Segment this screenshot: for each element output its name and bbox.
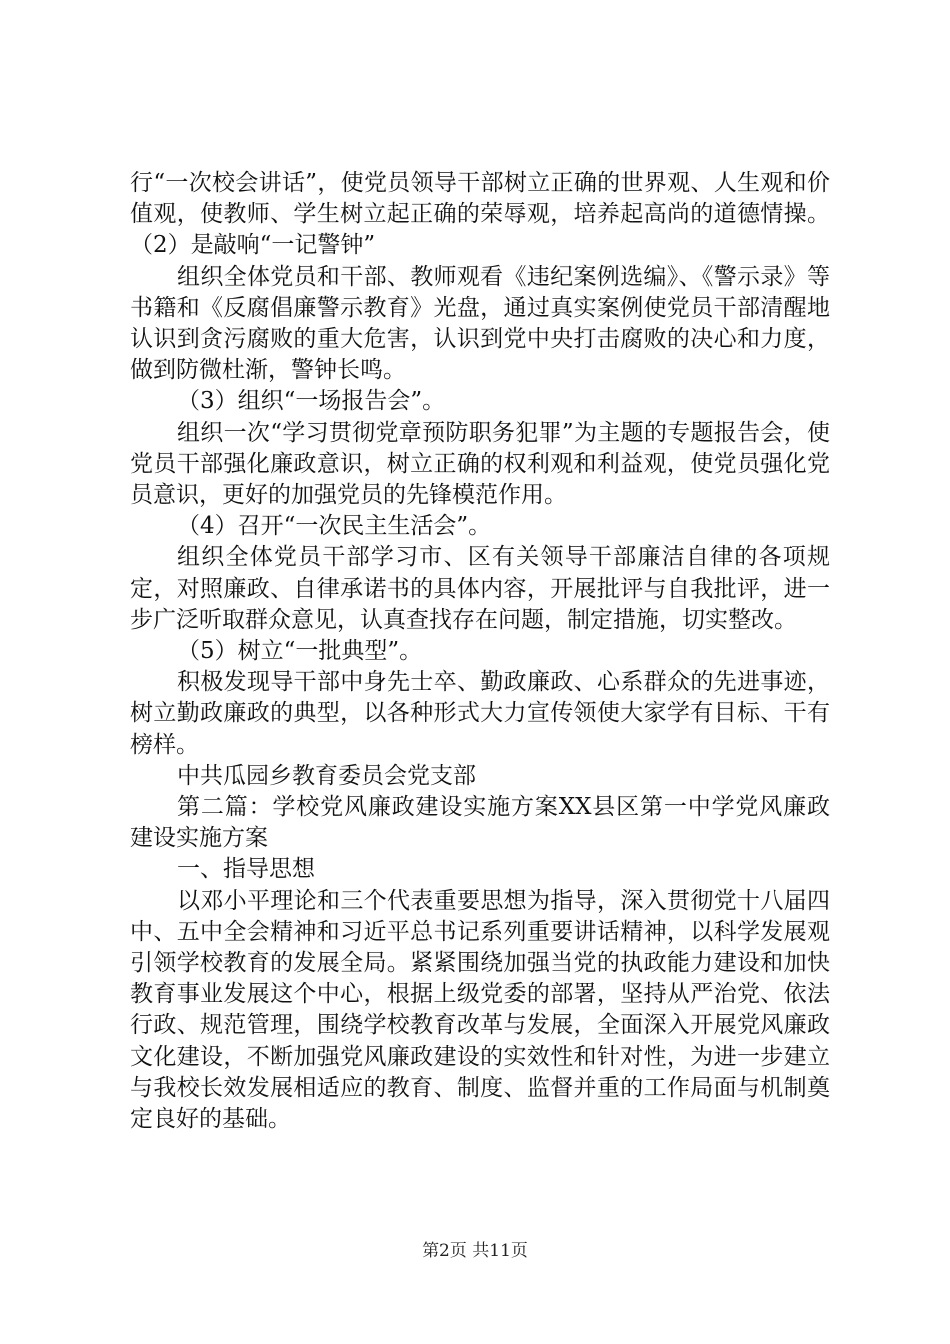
paragraph: 积极发现导干部中身先士卒、勤政廉政、心系群众的先进事迹，树立勤政廉政的典型，以各种形式大力宣传领使大家学有目标、干有榜样。 [130,669,830,758]
signature-line: 中共瓜园乡教育委员会党支部 [177,762,476,789]
section-heading: （4）召开“一次民主生活会”。 [177,513,492,540]
paragraph: 组织全体党员和干部、教师观看《违纪案例选编》、《警示录》等书籍和《反腐倡廉警示教育》光盘，通过真实案例使党员干部清醒地认识到贪污腐败的重大危害，认识到党中央打击腐败的决心和力度，做到防微杜渐，警钟长鸣。 [130,263,830,384]
paragraph: 组织一次“学习贯彻党章预防职务犯罪”为主题的专题报告会，使党员干部强化廉政意识，树立正确的权利观和利益观，使党员强化党员意识，更好的加强党员的先锋模范作用。 [130,419,830,509]
section-heading: 一、指导思想 [177,856,315,883]
section-heading: （3）组织“一场报告会”。 [177,388,446,415]
page-number-label: 第2页 共11页 [422,1241,528,1261]
chapter-title: 第二篇：学校党风廉政建设实施方案XX县区第一中学党风廉政建设实施方案 [130,794,830,852]
page-footer [0,1240,950,1262]
section-heading: （5）树立“一批典型”。 [177,638,423,665]
paragraph: 组织全体党员干部学习市、区有关领导干部廉洁自律的各项规定，对照廉政、自律承诺书的具体内容，开展批评与自我批评，进一步广泛听取群众意见，认真查找存在问题，制定措施，切实整改。 [130,544,830,633]
paragraph: 以邓小平理论和三个代表重要思想为指导，深入贯彻党十八届四中、五中全会精神和习近平总书记系列重要讲话精神，以科学发展观引领学校教育的发展全局。紧紧围绕加强当党的执政能力建设和加快教育事业发展这个中心，根据上级党委的部署，坚持从严治党、依法行政、规范管理，围绕学校教育改革与发展，全面深入开展党风廉政文化建设，不断加强党风廉政建设的实效性和针对性，为进一步建立与我校长效发展相适应的教育、制度、监督并重的工作局面与机制奠定良好的基础。 [130,887,830,1133]
document-body [130,168,830,1135]
paragraph: 行“一次校会讲话”，使党员领导干部树立正确的世界观、人生观和价值观，使教师、学生树立起正确的荣辱观，培养起高尚的道德情操。（2）是敲响“一记警钟” [130,170,830,259]
